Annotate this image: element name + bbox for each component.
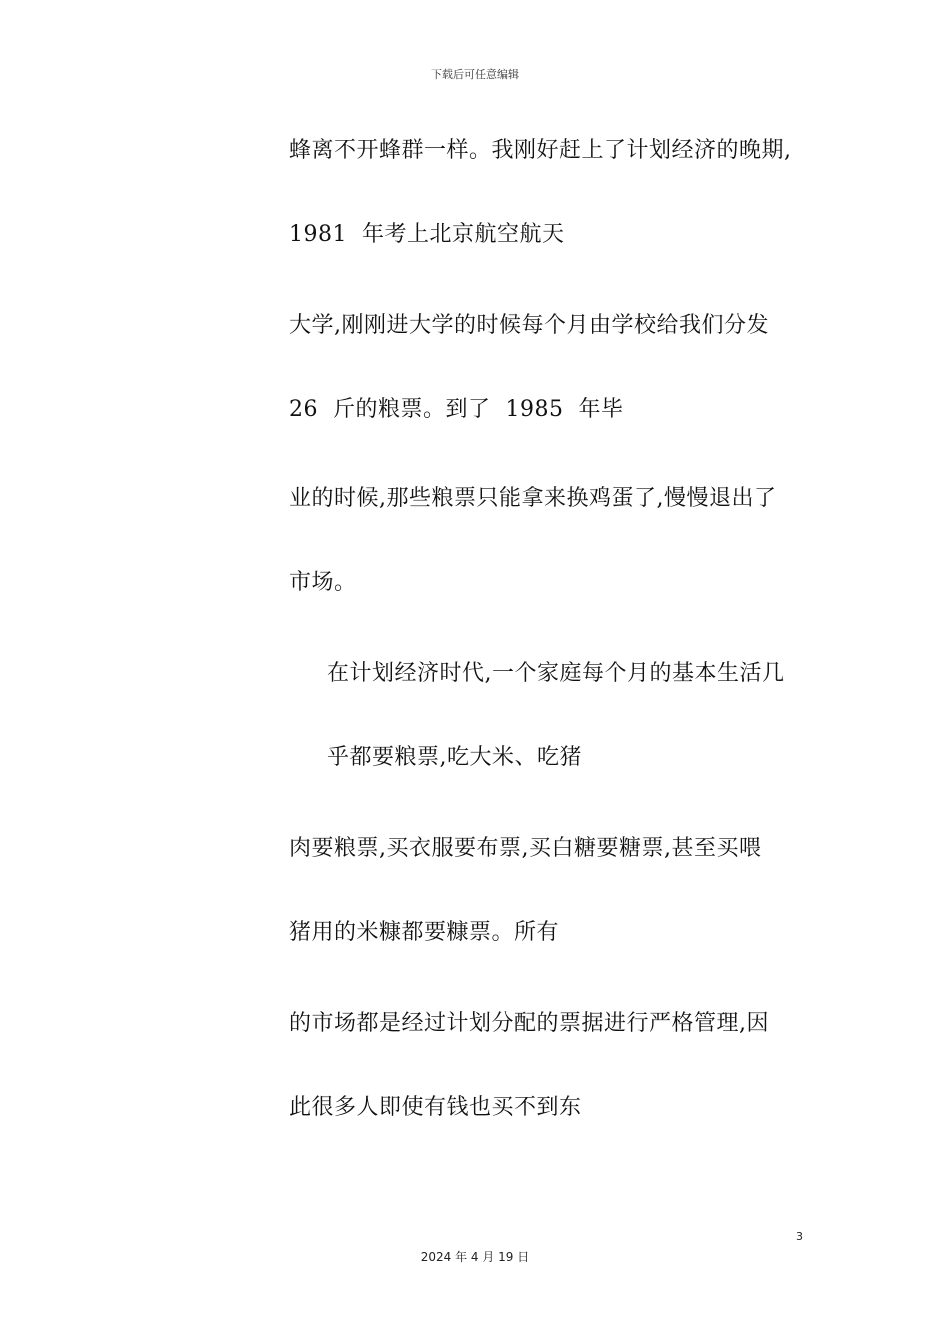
page-number: 3 xyxy=(796,1230,803,1243)
body-line: 肉要粮票,买衣服要布票,买白糖要糖票,甚至买喂 xyxy=(289,836,762,861)
body-line: 的市场都是经过计划分配的票据进行严格管理,因 xyxy=(289,1011,769,1036)
page-header: 下载后可任意编辑 xyxy=(431,68,519,81)
body-line: 市场。 xyxy=(289,570,357,595)
body-line: 蜂离不开蜂群一样。我刚好赶上了计划经济的晚期, xyxy=(289,138,792,163)
body-line: 1981 年考上北京航空航天 xyxy=(289,222,565,247)
body-line: 26 斤的粮票。到了 1985 年毕 xyxy=(289,397,624,422)
body-line: 乎都要粮票,吃大米、吃猪 xyxy=(327,745,582,770)
body-line: 大学,刚刚进大学的时候每个月由学校给我们分发 xyxy=(289,313,769,338)
body-line: 猪用的米糠都要糠票。所有 xyxy=(289,920,560,945)
body-line: 业的时候,那些粮票只能拿来换鸡蛋了,慢慢退出了 xyxy=(289,486,777,511)
footer-date: 2024 年 4 月 19 日 xyxy=(420,1250,530,1264)
body-line: 此很多人即使有钱也买不到东 xyxy=(289,1095,582,1120)
body-line: 在计划经济时代,一个家庭每个月的基本生活几 xyxy=(327,661,785,686)
